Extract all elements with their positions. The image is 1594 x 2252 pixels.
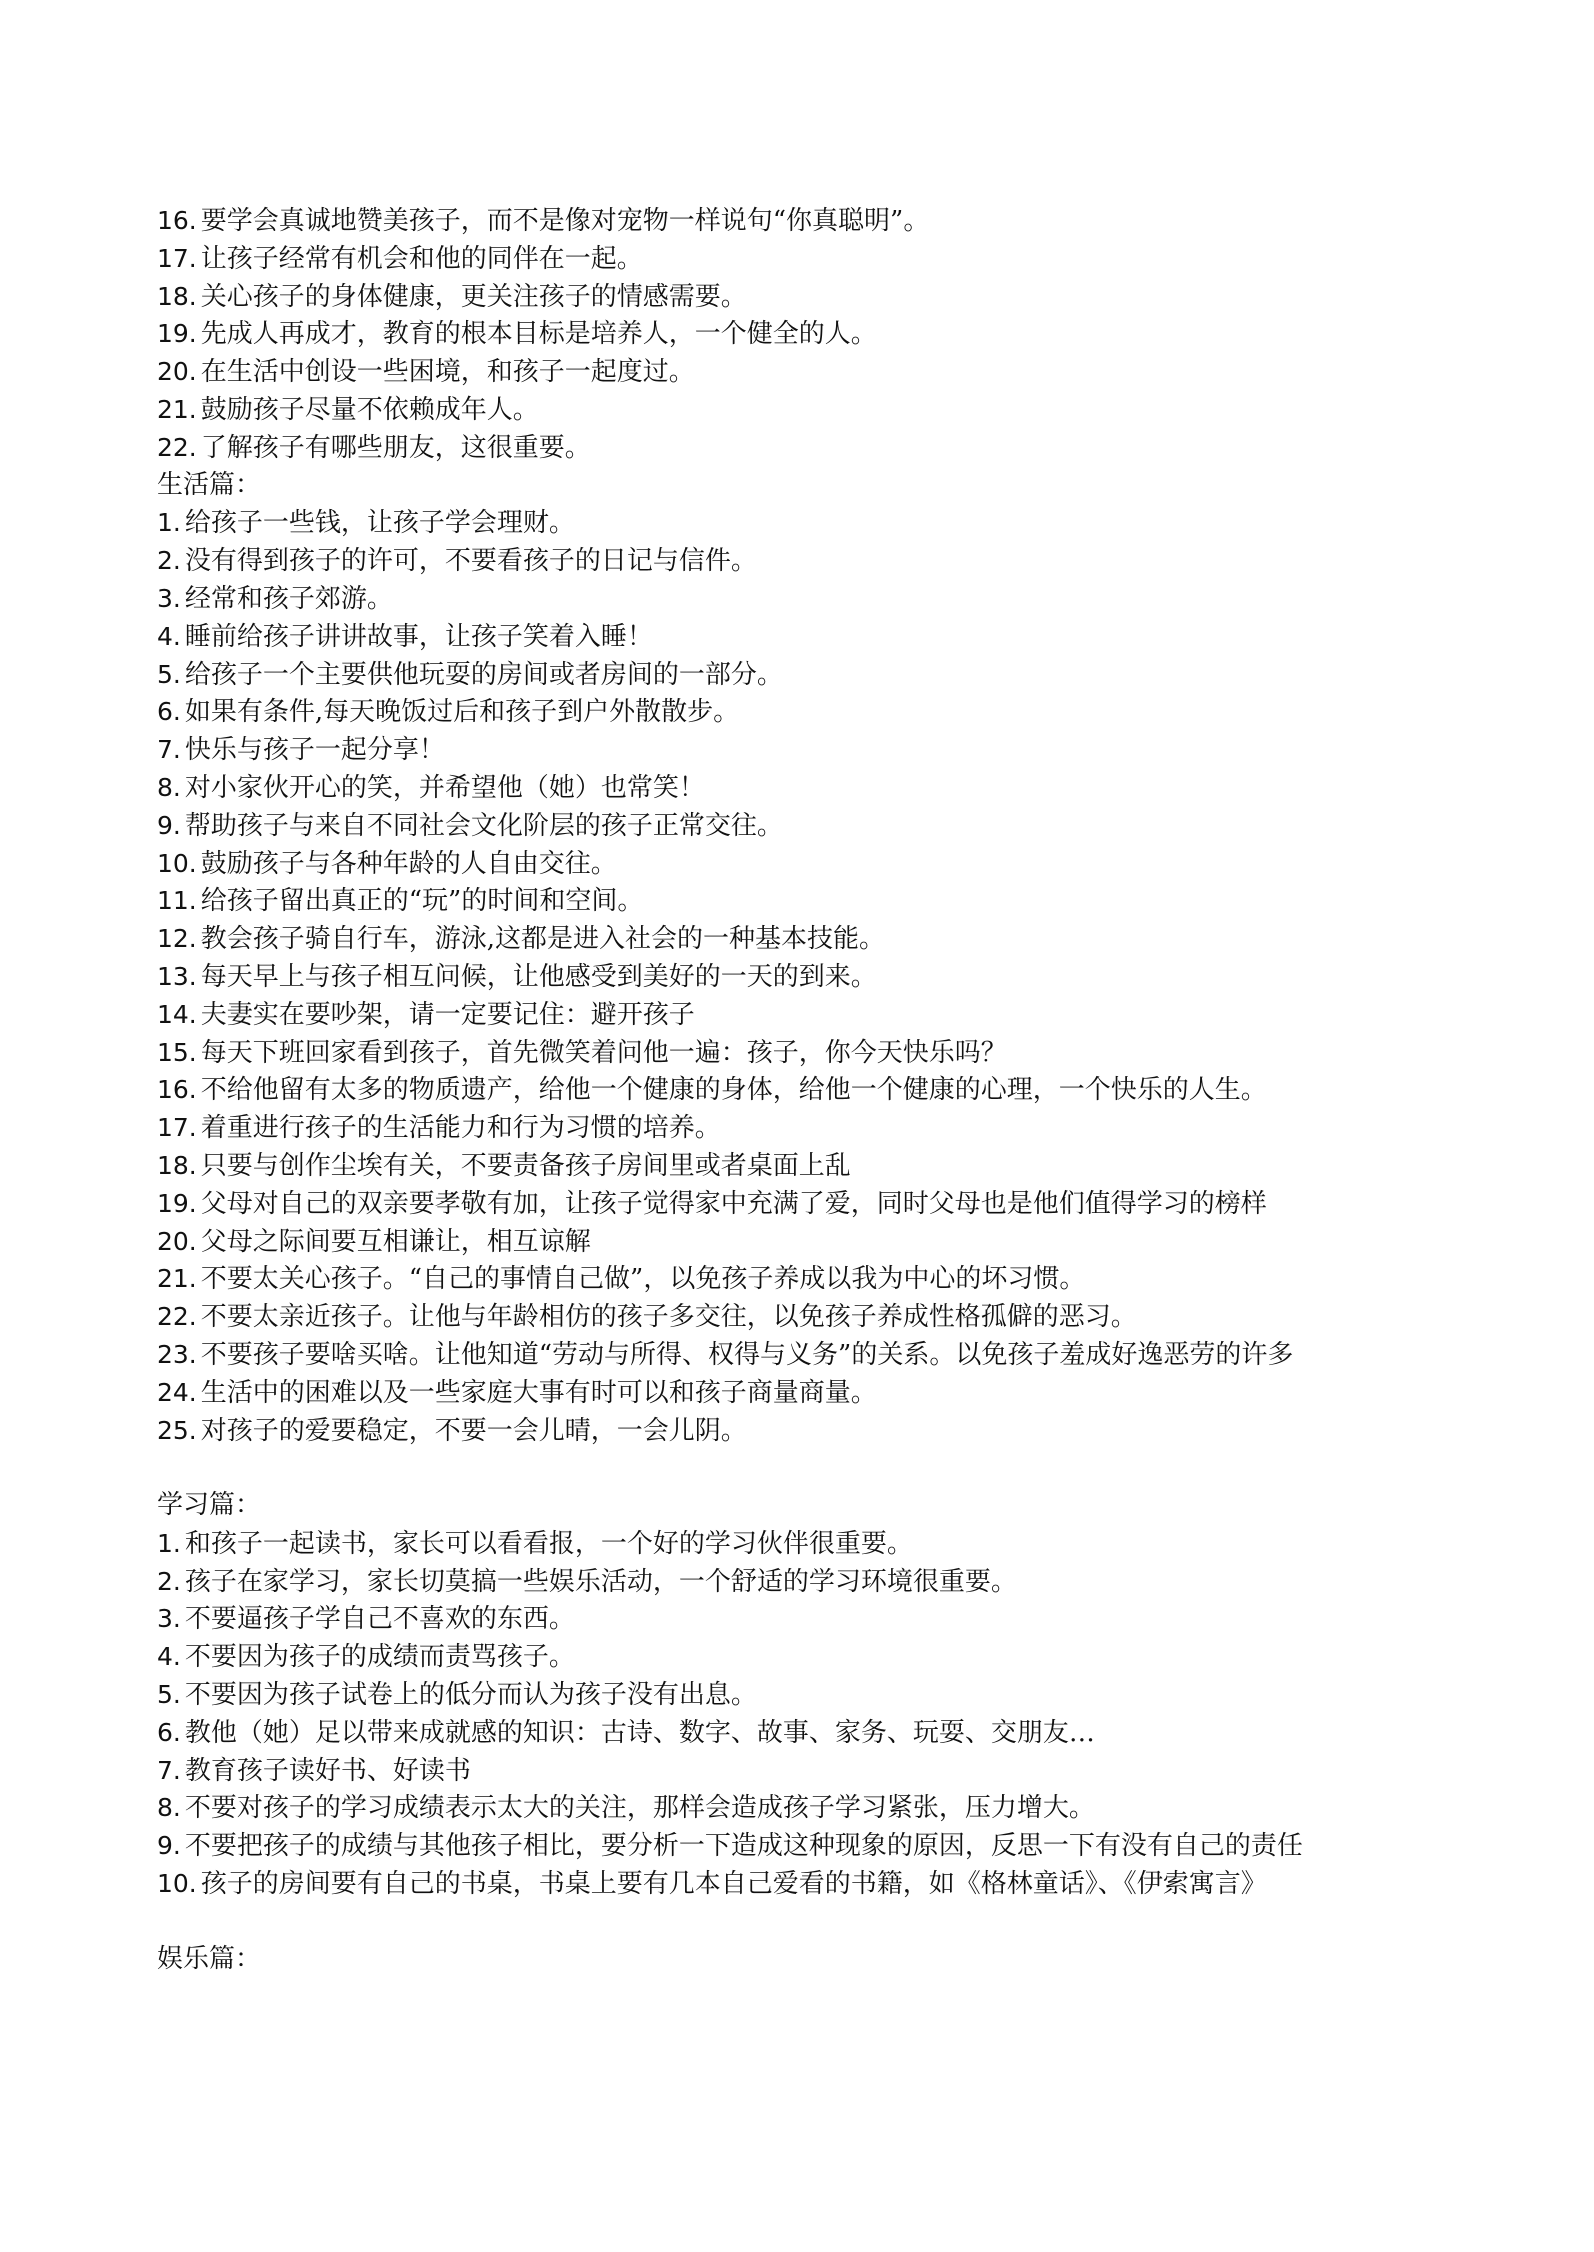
list-item bbox=[157, 1260, 1447, 1298]
item-number: 15. bbox=[157, 1037, 197, 1067]
section-spacer bbox=[157, 1903, 1447, 1941]
item-text: 生活中的困难以及一些家庭大事有时可以和孩子商量商量。 bbox=[200, 1377, 877, 1408]
item-text: 不要太亲近孩子。让他与年龄相仿的孩子多交往，以免孩子养成性格孤僻的恶习。 bbox=[200, 1302, 1137, 1333]
item-text: 孩子在家学习，家长切莫搞一些娱乐活动，一个舒适的学习环境很重要。 bbox=[184, 1566, 1017, 1597]
list-item bbox=[157, 1525, 1447, 1563]
list-item bbox=[157, 1865, 1447, 1903]
list-item bbox=[157, 1676, 1447, 1714]
item-number: 10. bbox=[157, 1869, 197, 1899]
list-item bbox=[157, 1789, 1447, 1827]
item-number: 5. bbox=[157, 1680, 181, 1710]
list-item bbox=[157, 1109, 1447, 1147]
item-number: 10. bbox=[157, 848, 197, 878]
list-item bbox=[157, 580, 1447, 618]
item-number: 12. bbox=[157, 924, 197, 954]
list-item bbox=[157, 1752, 1447, 1790]
item-text: 不要因为孩子试卷上的低分而认为孩子没有出息。 bbox=[184, 1680, 757, 1711]
list-item bbox=[157, 1298, 1447, 1336]
item-number: 20. bbox=[157, 357, 197, 387]
item-text: 夫妻实在要吵架，请一定要记住：避开孩子 bbox=[200, 999, 695, 1030]
item-number: 19. bbox=[157, 319, 197, 349]
item-text: 不要因为孩子的成绩而责骂孩子。 bbox=[184, 1642, 575, 1673]
item-text: 帮助孩子与来自不同社会文化阶层的孩子正常交往。 bbox=[184, 810, 783, 841]
list-item bbox=[157, 1412, 1447, 1450]
item-text: 鼓励孩子与各种年龄的人自由交往。 bbox=[200, 848, 617, 879]
intro-list bbox=[157, 202, 1447, 467]
item-number: 24. bbox=[157, 1377, 197, 1407]
list-item bbox=[157, 278, 1447, 316]
list-item bbox=[157, 920, 1447, 958]
item-number: 16. bbox=[157, 1075, 197, 1105]
list-item bbox=[157, 1714, 1447, 1752]
item-text: 教他（她）足以带来成就感的知识：古诗、数字、故事、家务、玩耍、交朋友… bbox=[184, 1717, 1095, 1748]
list-item bbox=[157, 958, 1447, 996]
item-text: 对小家伙开心的笑，并希望他（她）也常笑！ bbox=[184, 772, 705, 803]
list-item bbox=[157, 542, 1447, 580]
item-text: 给孩子留出真正的“玩”的时间和空间。 bbox=[200, 886, 644, 917]
item-number: 21. bbox=[157, 394, 197, 424]
list-item bbox=[157, 996, 1447, 1034]
item-text: 先成人再成才，教育的根本目标是培养人，一个健全的人。 bbox=[200, 319, 877, 350]
item-number: 9. bbox=[157, 1831, 181, 1861]
item-text: 每天早上与孩子相互问候，让他感受到美好的一天的到来。 bbox=[200, 961, 877, 992]
item-text: 要学会真诚地赞美孩子，而不是像对宠物一样说句“你真聪明”。 bbox=[200, 206, 930, 236]
item-number: 17. bbox=[157, 243, 197, 273]
item-number: 18. bbox=[157, 1150, 197, 1180]
item-number: 6. bbox=[157, 697, 181, 727]
item-text: 父母之际间要互相谦让，相互谅解 bbox=[200, 1226, 591, 1257]
item-text: 关心孩子的身体健康，更关注孩子的情感需要。 bbox=[200, 281, 747, 312]
item-number: 7. bbox=[157, 735, 181, 765]
section-heading-fun: 娱乐篇： bbox=[157, 1943, 262, 1974]
item-number: 3. bbox=[157, 1604, 181, 1634]
list-item bbox=[157, 391, 1447, 429]
item-number: 16. bbox=[157, 206, 197, 235]
item-text: 经常和孩子郊游。 bbox=[184, 583, 393, 614]
list-item bbox=[157, 1185, 1447, 1223]
item-text: 教会孩子骑自行车，游泳,这都是进入社会的一种基本技能。 bbox=[200, 924, 886, 955]
list-item bbox=[157, 769, 1447, 807]
item-number: 21. bbox=[157, 1264, 197, 1294]
item-text: 不给他留有太多的物质遗产，给他一个健康的身体，给他一个健康的心理，一个快乐的人生。 bbox=[200, 1075, 1267, 1106]
item-number: 7. bbox=[157, 1755, 181, 1785]
document-body bbox=[157, 202, 1447, 1978]
item-text: 给孩子一个主要供他玩耍的房间或者房间的一部分。 bbox=[184, 659, 783, 690]
list-item bbox=[157, 618, 1447, 656]
item-text: 父母对自己的双亲要孝敬有加，让孩子觉得家中充满了爱，同时父母也是他们值得学习的榜样 bbox=[200, 1188, 1267, 1219]
item-text: 不要太关心孩子。“自己的事情自己做”，以免孩子养成以我为中心的坏习惯。 bbox=[200, 1264, 1086, 1295]
item-number: 8. bbox=[157, 1793, 181, 1823]
item-number: 9. bbox=[157, 810, 181, 840]
list-item bbox=[157, 1600, 1447, 1638]
item-text: 快乐与孩子一起分享！ bbox=[184, 735, 445, 766]
item-number: 23. bbox=[157, 1339, 197, 1369]
item-text: 让孩子经常有机会和他的同伴在一起。 bbox=[200, 243, 643, 274]
item-text: 对孩子的爱要稳定，不要一会儿晴，一会儿阴。 bbox=[200, 1415, 747, 1446]
list-item bbox=[157, 1563, 1447, 1601]
list-item bbox=[157, 1374, 1447, 1412]
item-text: 着重进行孩子的生活能力和行为习惯的培养。 bbox=[200, 1113, 721, 1144]
list-item bbox=[157, 656, 1447, 694]
item-number: 22. bbox=[157, 1302, 197, 1332]
item-number: 8. bbox=[157, 772, 181, 802]
life-list bbox=[157, 504, 1447, 1449]
list-item bbox=[157, 353, 1447, 391]
item-number: 22. bbox=[157, 432, 197, 462]
list-item bbox=[157, 1071, 1447, 1109]
list-item bbox=[157, 882, 1447, 920]
list-item bbox=[157, 1034, 1447, 1072]
item-number: 2. bbox=[157, 1566, 181, 1596]
list-item bbox=[157, 693, 1447, 731]
item-text: 了解孩子有哪些朋友，这很重要。 bbox=[200, 432, 591, 463]
item-number: 5. bbox=[157, 659, 181, 689]
section-spacer bbox=[157, 1449, 1447, 1487]
item-number: 6. bbox=[157, 1717, 181, 1747]
list-item bbox=[157, 845, 1447, 883]
item-text: 不要逼孩子学自己不喜欢的东西。 bbox=[184, 1604, 575, 1635]
item-text: 在生活中创设一些困境，和孩子一起度过。 bbox=[200, 357, 695, 388]
item-text: 每天下班回家看到孩子，首先微笑着问他一遍：孩子，你今天快乐吗？ bbox=[200, 1037, 1007, 1068]
item-text: 孩子的房间要有自己的书桌，书桌上要有几本自己爱看的书籍，如《格林童话》、《伊索寓言》 bbox=[200, 1869, 1267, 1900]
item-number: 13. bbox=[157, 961, 197, 991]
item-number: 25. bbox=[157, 1415, 197, 1445]
list-item bbox=[157, 202, 1447, 240]
item-number: 1. bbox=[157, 1528, 181, 1558]
item-number: 19. bbox=[157, 1188, 197, 1218]
item-text: 不要对孩子的学习成绩表示太大的关注，那样会造成孩子学习紧张，压力增大。 bbox=[184, 1793, 1095, 1824]
item-number: 11. bbox=[157, 886, 197, 916]
item-text: 给孩子一些钱，让孩子学会理财。 bbox=[184, 508, 575, 539]
list-item bbox=[157, 807, 1447, 845]
list-item bbox=[157, 1147, 1447, 1185]
item-number: 4. bbox=[157, 1642, 181, 1672]
list-item bbox=[157, 1336, 1447, 1374]
item-number: 14. bbox=[157, 999, 197, 1029]
section-heading-life: 生活篇： bbox=[157, 469, 262, 500]
item-number: 20. bbox=[157, 1226, 197, 1256]
list-item bbox=[157, 240, 1447, 278]
list-item bbox=[157, 504, 1447, 542]
item-number: 1. bbox=[157, 508, 181, 538]
section-heading-study: 学习篇： bbox=[157, 1490, 262, 1521]
item-text: 不要孩子要啥买啥。让他知道“劳动与所得、权得与义务”的关系。以免孩子羞成好逸恶劳的许多 bbox=[200, 1339, 1294, 1370]
item-text: 如果有条件,每天晚饭过后和孩子到户外散散步。 bbox=[184, 697, 740, 728]
item-number: 17. bbox=[157, 1113, 197, 1143]
item-number: 4. bbox=[157, 621, 181, 651]
item-text: 睡前给孩子讲讲故事，让孩子笑着入睡！ bbox=[184, 621, 653, 652]
item-text: 不要把孩子的成绩与其他孩子相比，要分析一下造成这种现象的原因，反思一下有没有自己的责任 bbox=[184, 1831, 1303, 1862]
item-text: 和孩子一起读书，家长可以看看报，一个好的学习伙伴很重要。 bbox=[184, 1528, 913, 1559]
list-item bbox=[157, 1223, 1447, 1261]
list-item bbox=[157, 1827, 1447, 1865]
item-text: 没有得到孩子的许可，不要看孩子的日记与信件。 bbox=[184, 546, 757, 577]
item-text: 只要与创作尘埃有关，不要责备孩子房间里或者桌面上乱 bbox=[200, 1150, 851, 1181]
item-number: 2. bbox=[157, 546, 181, 576]
study-list bbox=[157, 1525, 1447, 1903]
list-item bbox=[157, 1638, 1447, 1676]
item-text: 教育孩子读好书、好读书 bbox=[184, 1755, 471, 1786]
item-number: 3. bbox=[157, 583, 181, 613]
list-item bbox=[157, 429, 1447, 467]
list-item bbox=[157, 731, 1447, 769]
list-item bbox=[157, 315, 1447, 353]
item-text: 鼓励孩子尽量不依赖成年人。 bbox=[200, 394, 539, 425]
item-number: 18. bbox=[157, 281, 197, 311]
